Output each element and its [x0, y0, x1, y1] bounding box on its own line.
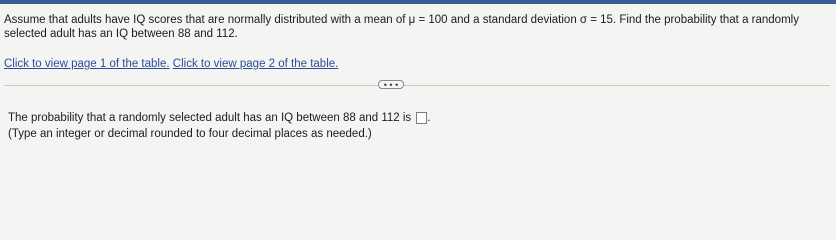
- mu-value: = 100: [415, 14, 448, 26]
- answer-hint: (Type an integer or decimal rounded to four decimal places as needed.): [8, 128, 372, 140]
- section-divider: [4, 85, 830, 86]
- mu-symbol: μ: [408, 14, 416, 26]
- sigma-symbol: σ: [579, 14, 588, 26]
- question-part-3: . Find the probability that a randomly selected adult has an IQ between 88 and 112.: [4, 14, 799, 40]
- view-table-page-1-link[interactable]: Click to view page 1 of the table.: [4, 58, 170, 70]
- sigma-value: = 15: [587, 14, 613, 26]
- top-accent-bar: [0, 0, 836, 4]
- answer-input-box[interactable]: [416, 112, 427, 124]
- table-links: [4, 57, 338, 71]
- expand-more-button[interactable]: • • •: [378, 80, 404, 89]
- question-text: [4, 13, 830, 41]
- answer-prompt: The probability that a randomly selected adult has an IQ between 88 and 112 is: [8, 112, 412, 124]
- question-part-2: and a standard deviation: [447, 14, 580, 26]
- answer-period: .: [427, 112, 431, 124]
- question-part-1: Assume that adults have IQ scores that are normally distributed with a mean of: [4, 14, 409, 26]
- answer-line: [8, 111, 430, 125]
- view-table-page-2-link[interactable]: Click to view page 2 of the table.: [172, 58, 339, 70]
